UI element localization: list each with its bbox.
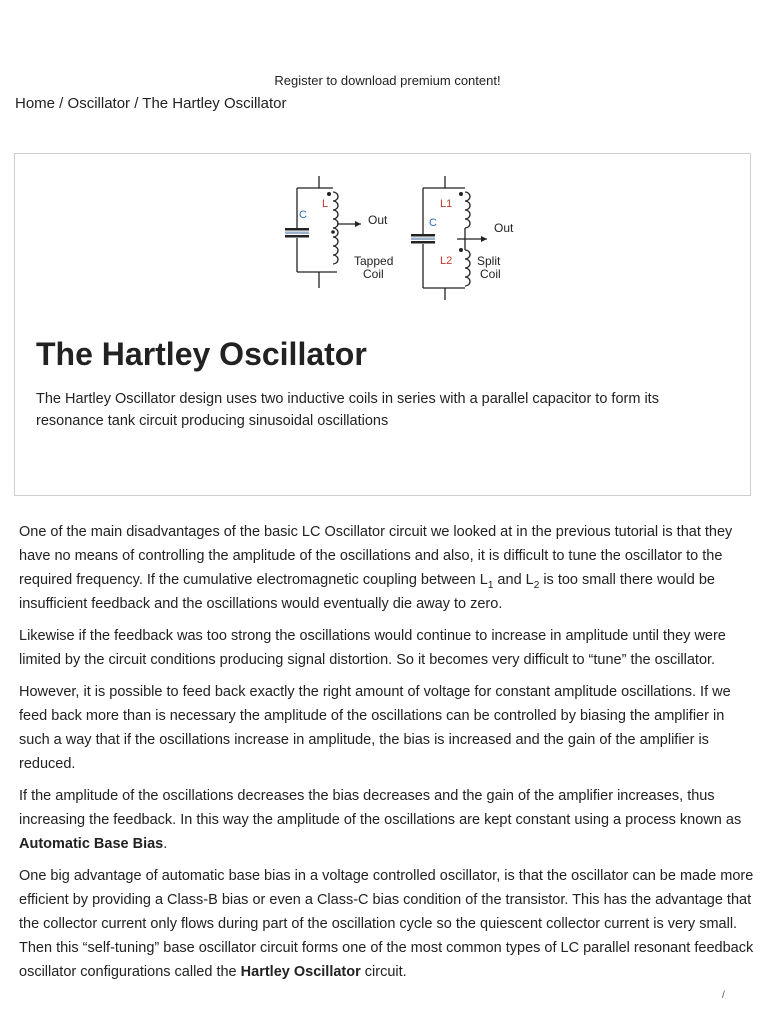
caption-split: Split bbox=[477, 254, 501, 268]
article-header-card bbox=[14, 153, 751, 496]
hartley-coil-diagram bbox=[265, 176, 514, 294]
corner-mark: / bbox=[722, 990, 725, 1001]
label-c-right: C bbox=[429, 217, 437, 229]
breadcrumb bbox=[15, 95, 287, 112]
paragraph-text: If the amplitude of the oscillations decreases the bias decreases and the gain of the amplifier increases, thus increasing the feedback. In this way the amplitude of the oscillations are kept constant using a process known as bbox=[19, 788, 742, 828]
breadcrumb-current: The Hartley Oscillator bbox=[142, 95, 287, 112]
article-body bbox=[19, 520, 754, 992]
paragraph-text: One big advantage of automatic base bias in a voltage controlled oscillator, is that the oscillator can be made more efficient by providing a Class-B bias or even a Class-C bias condition of the transistor. This has the advantage that the collector current only flows during part of the oscillation cycle so the quiescent collector current is very small. Then this “self-tuning” base oscillator circuit forms one of the most common types of LC parallel resonant feedback oscillator configurations called the bbox=[19, 868, 754, 980]
paragraph-text: One of the main disadvantages of the basic LC Oscillator circuit we looked at in the previous tutorial is that they have no means of controlling the amplitude of the oscillations and also, it is difficult to tune the oscillator to the required frequency. If the cumulative electromagnetic coupling between L bbox=[19, 524, 733, 588]
label-c-left: C bbox=[299, 209, 307, 221]
paragraph bbox=[19, 864, 754, 984]
label-l-left: L bbox=[322, 198, 329, 210]
paragraph bbox=[19, 784, 754, 856]
bold-term: Automatic Base Bias bbox=[19, 836, 164, 852]
paragraph: However, it is possible to feed back exactly the right amount of voltage for constant amplitude oscillations. If we feed back more than is necessary the amplitude of the oscillations can be controlled by biasing the amplifier in such a way that if the oscillations increase in amplitude, the bias is increased and the gain of the amplifier is reduced. bbox=[19, 684, 731, 772]
label-out-left: Out bbox=[368, 213, 388, 227]
caption-coil-left: Coil bbox=[363, 267, 384, 281]
capacitor-left-icon bbox=[285, 228, 309, 238]
label-out-right: Out bbox=[494, 221, 514, 235]
breadcrumb-oscillator-link[interactable]: Oscillator bbox=[67, 95, 131, 112]
label-l2: L2 bbox=[440, 255, 453, 267]
article-lede: The Hartley Oscillator design uses two inductive coils in series with a parallel capacitor to form its resonance tank circuit producing sinusoidal oscillations bbox=[36, 391, 659, 429]
page-title: The Hartley Oscillator bbox=[36, 336, 367, 372]
capacitor-right-icon bbox=[411, 234, 435, 244]
caption-tapped: Tapped bbox=[354, 254, 394, 268]
subscript: 2 bbox=[533, 579, 540, 591]
paragraph-text: is too small there would be insufficient feedback and the oscillations would eventually die away to zero. bbox=[19, 572, 715, 612]
paragraph-text: . bbox=[163, 836, 168, 852]
label-l1: L1 bbox=[440, 198, 453, 210]
breadcrumb-separator: / bbox=[55, 95, 68, 112]
premium-content-banner[interactable]: Register to download premium content! bbox=[274, 73, 501, 88]
paragraph: Likewise if the feedback was too strong the oscillations would continue to increase in amplitude until they were limited by the circuit conditions producing signal distortion. So it becomes very difficult to “tune” the oscillator. bbox=[19, 628, 726, 668]
paragraph bbox=[19, 520, 754, 616]
breadcrumb-home-link[interactable]: Home bbox=[15, 95, 56, 112]
paragraph-text: circuit. bbox=[360, 964, 407, 980]
bold-term: Hartley Oscillator bbox=[240, 964, 361, 980]
breadcrumb-separator: / bbox=[130, 95, 143, 112]
subscript: 1 bbox=[487, 579, 494, 591]
paragraph-text: and L bbox=[493, 572, 534, 588]
caption-coil-right: Coil bbox=[480, 267, 501, 281]
